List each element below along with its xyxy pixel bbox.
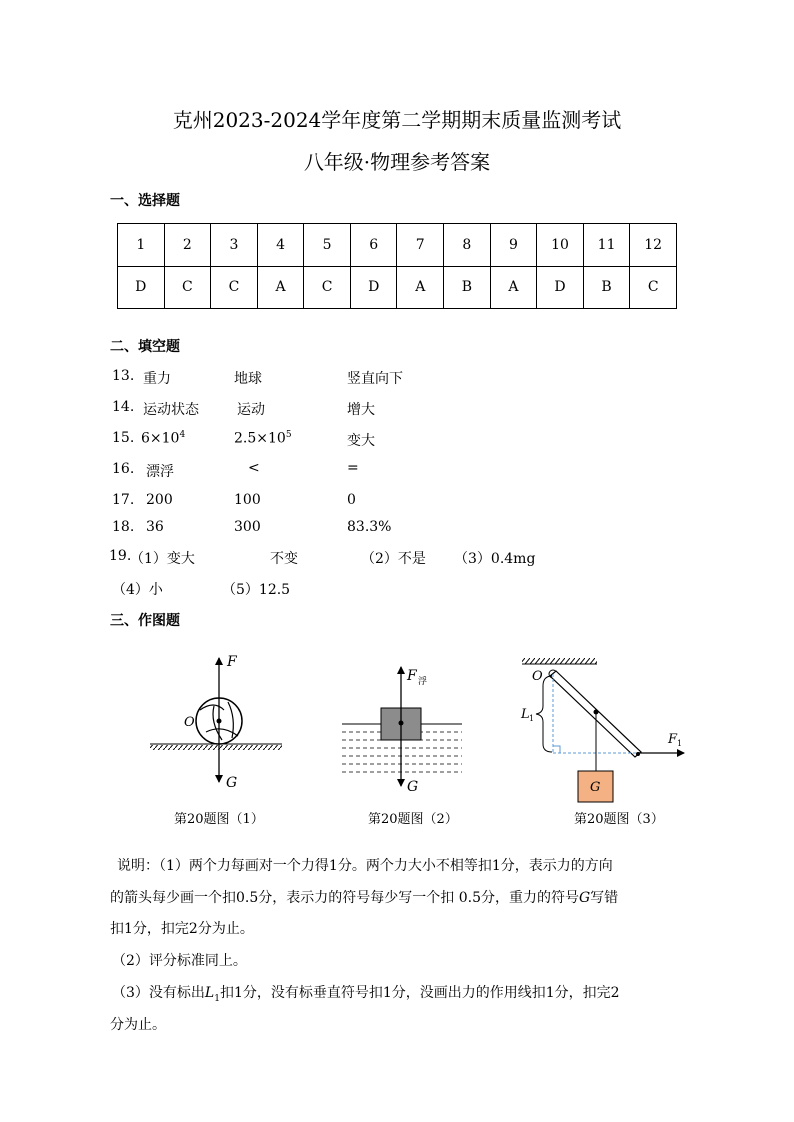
answer-table-number-row: [118, 224, 677, 267]
table-cell: 10: [537, 224, 584, 267]
table-cell: B: [444, 266, 491, 309]
q19-part3: （3）0.4mg: [454, 551, 536, 567]
table-cell: 1: [118, 224, 165, 267]
note3-l-subscript: 1: [214, 993, 220, 1004]
q14-answer-a: 运动状态: [143, 402, 199, 418]
table-cell: A: [397, 266, 444, 309]
figure2-caption: 第20题图（2）: [368, 812, 458, 827]
q15-a-base: 6×10: [141, 430, 180, 447]
figure-lever: [520, 658, 684, 802]
label-l-subscript: 1: [529, 714, 535, 723]
table-cell: 5: [304, 224, 351, 267]
label-o: O: [532, 669, 543, 684]
note1-line3: 扣1分，扣完2分为止。: [110, 921, 254, 937]
label-g: G: [590, 780, 601, 795]
table-cell: 4: [257, 224, 304, 267]
q15-a-exponent: 4: [179, 430, 186, 440]
table-cell: 9: [490, 224, 537, 267]
label-g: G: [226, 775, 238, 791]
table-cell: 8: [444, 224, 491, 267]
table-cell: C: [211, 266, 258, 309]
page-subtitle: 八年级·物理参考答案: [303, 150, 491, 174]
q13-answer-b: 地球: [234, 371, 262, 387]
table-cell: D: [350, 266, 397, 309]
q13-answer-a: 重力: [143, 371, 171, 387]
note1-line1: 说明：（1）两个力每画对一个力得1分。两个力大小不相等扣1分，表示力的方向: [117, 858, 613, 874]
label-f: F: [668, 732, 678, 747]
section1-heading: 一、选择题: [110, 193, 180, 209]
section3-heading: 三、作图题: [110, 613, 180, 629]
center-point: [217, 719, 222, 724]
q13-answer-c: 竖直向下: [347, 371, 403, 387]
table-cell: C: [304, 266, 351, 309]
q14-number: 14.: [112, 399, 135, 415]
page-title: 克州2023-2024学年度第二学期期末质量监测考试: [172, 108, 622, 132]
q19-part5: （5）12.5: [222, 582, 291, 598]
note1-line2-b: 写错: [590, 890, 619, 906]
table-cell: 6: [350, 224, 397, 267]
figure1-caption: 第20题图（1）: [174, 812, 264, 827]
q18-number: 18.: [112, 519, 135, 535]
q17-answer-b: 100: [234, 492, 261, 508]
q13-number: 13.: [112, 368, 135, 384]
q15-answer-b: [234, 430, 292, 447]
center-point: [399, 721, 404, 726]
note2: （2）评分标准同上。: [112, 953, 247, 969]
note3-b: 扣1分，没有标垂直符号扣1分，没画出力的作用线扣1分，扣完2: [219, 985, 620, 1001]
table-cell: 11: [583, 224, 630, 267]
q16-answer-a: 漂浮: [146, 464, 174, 480]
q17-number: 17.: [112, 492, 135, 508]
label-f-subscript: 1: [677, 739, 683, 748]
q17-answer-c: 0: [347, 492, 356, 508]
table-cell: A: [257, 266, 304, 309]
answer-table: [117, 223, 677, 309]
q15-number: 15.: [112, 430, 135, 446]
note3-line2: 分为止。: [110, 1017, 166, 1033]
label-g: G: [407, 779, 419, 795]
label-f: F: [407, 668, 417, 684]
ground-hatching: [150, 745, 282, 750]
right-angle-mark: [553, 746, 560, 753]
note1-line2: [110, 883, 618, 913]
label-f-subscript: 浮: [418, 677, 428, 687]
q19-part1-b: 不变: [270, 551, 298, 567]
q18-answer-b: 300: [234, 519, 261, 535]
table-cell: C: [164, 266, 211, 309]
figure-ball-on-ground: [150, 654, 282, 791]
q15-answer-c: 变大: [347, 433, 375, 449]
note3-line1: [112, 978, 620, 1014]
note3-a: （3）没有标出: [112, 985, 205, 1001]
q18-answer-c: 83.3%: [347, 519, 392, 535]
q17-answer-a: 200: [146, 492, 173, 508]
table-cell: D: [537, 266, 584, 309]
q19-part4: （4）小: [112, 582, 163, 598]
q19-part1: （1）变大: [130, 551, 195, 567]
figure-floating-block: [342, 667, 462, 795]
q14-answer-c: 增大: [347, 402, 375, 418]
q19-number: 19.: [109, 548, 132, 564]
q15-b-exponent: 5: [285, 430, 292, 440]
ceiling-hatching: [522, 658, 597, 664]
label-o: O: [184, 715, 195, 730]
q14-answer-b: 运动: [237, 402, 265, 418]
table-cell: 12: [630, 224, 677, 267]
label-f: F: [227, 654, 237, 670]
note1-g-symbol: G: [578, 890, 591, 906]
figure3-caption: 第20题图（3）: [574, 812, 664, 827]
q16-number: 16.: [112, 461, 135, 477]
note3-l-symbol: L: [204, 985, 215, 1001]
q18-answer-a: 36: [146, 519, 164, 535]
table-cell: 3: [211, 224, 258, 267]
table-cell: B: [583, 266, 630, 309]
note1-line2-a: 的箭头每少画一个扣0.5分，表示力的符号每少写一个扣 0.5分，重力的符号: [110, 890, 579, 906]
section2-heading: 二、填空题: [110, 339, 180, 355]
label-l: L: [521, 707, 530, 722]
q16-answer-c: =: [347, 460, 359, 476]
table-cell: D: [118, 266, 165, 309]
l1-brace: [536, 676, 552, 752]
string-attach-point: [594, 710, 599, 715]
table-cell: C: [630, 266, 677, 309]
answer-table-answer-row: [118, 266, 677, 309]
table-cell: A: [490, 266, 537, 309]
q15-answer-a: [141, 430, 185, 447]
q15-b-base: 2.5×10: [234, 430, 286, 447]
q16-answer-b: <: [248, 460, 260, 476]
q19-part2: （2）不是: [361, 551, 426, 567]
table-cell: 7: [397, 224, 444, 267]
table-cell: 2: [164, 224, 211, 267]
